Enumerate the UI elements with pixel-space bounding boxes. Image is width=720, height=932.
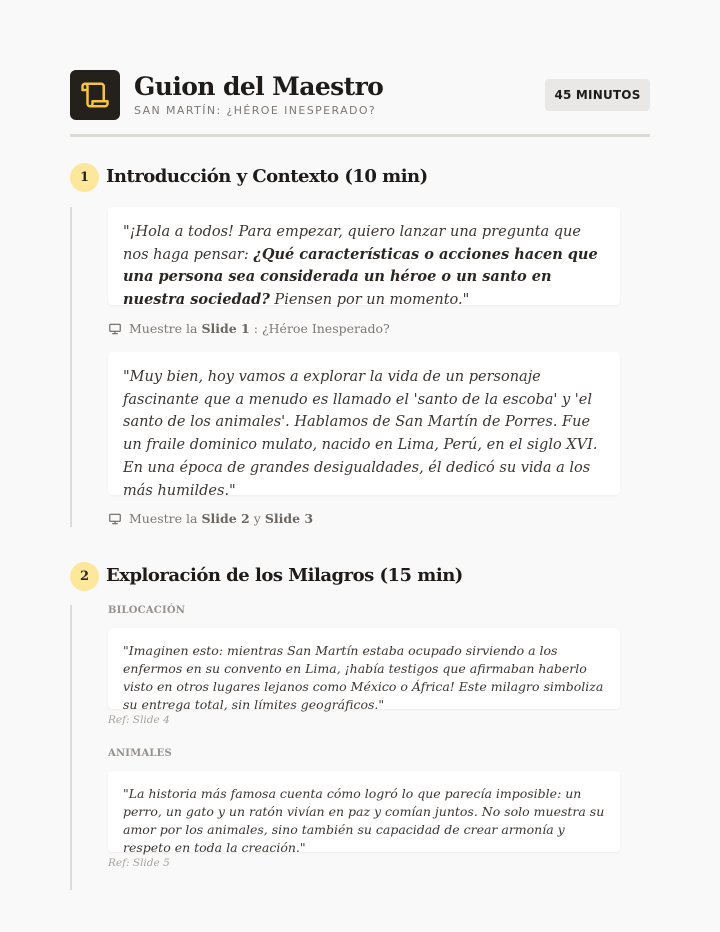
section-title: Exploración de los Milagros (15 min) bbox=[106, 565, 463, 586]
section-introduccion bbox=[70, 163, 650, 526]
script-quote-card bbox=[108, 207, 620, 309]
page-subtitle: SAN MARTÍN: ¿HÉROE INESPERADO? bbox=[134, 104, 377, 117]
slide-ref: Slide 2 bbox=[201, 511, 250, 526]
quote-text: "¡Hola a todos! Para empezar, quiero lanzar una pregunta que nos haga pensar: bbox=[123, 224, 581, 263]
slide-ref-note: Ref: Slide 5 bbox=[108, 857, 170, 869]
section-header bbox=[70, 163, 650, 195]
note-prefix: Muestre la bbox=[129, 511, 198, 526]
note-prefix: Muestre la bbox=[129, 321, 198, 336]
teacher-script-page bbox=[70, 70, 650, 869]
miracle-label: BILOCACIÓN bbox=[108, 605, 186, 616]
miracle-quote-card bbox=[108, 628, 620, 712]
slide-ref: Slide 3 bbox=[264, 511, 314, 526]
quote-text: "La historia más famosa cuenta cómo logró lo que parecía imposible: un perro, un gato y un ratón vivían en paz y comían juntos. No solo muestra su amor por los animales, sino también su capacidad de crear armonía y respeto en toda la creación." bbox=[123, 786, 605, 855]
page-title: Guion del Maestro bbox=[134, 72, 384, 101]
quote-text: "Muy bien, hoy vamos a explorar la vida de un personaje fascinante que a menudo es llamado el 'santo de la escoba' y 'el santo de los animales'. Hablamos de San Martín de Porres. Fue un fraile dominico mulato, nacido en Lima, Perú, en el siglo XVI. En una época de grandes desigualdades, él dedicó su vida a los más humildes." bbox=[123, 369, 598, 499]
quote-text-end: Piensen por un momento." bbox=[269, 292, 470, 309]
scroll-icon bbox=[70, 70, 120, 120]
slide-ref: Slide 1 bbox=[201, 321, 250, 336]
slide-note bbox=[108, 321, 390, 336]
miracle-quote-card bbox=[108, 771, 620, 855]
note-suffix: : ¿Héroe Inesperado? bbox=[253, 321, 390, 336]
note-joiner: y bbox=[253, 511, 261, 526]
section-header bbox=[70, 562, 650, 594]
section-rail bbox=[70, 207, 72, 527]
duration-badge: 45 MINUTOS bbox=[545, 79, 650, 111]
section-rail bbox=[70, 605, 72, 890]
section-title: Introducción y Contexto (10 min) bbox=[106, 166, 428, 187]
slide-note bbox=[108, 511, 317, 526]
miracle-label: ANIMALES bbox=[108, 748, 172, 759]
monitor-icon bbox=[108, 512, 122, 526]
slide-ref-note: Ref: Slide 4 bbox=[108, 714, 170, 726]
quote-text: "Imaginen esto: mientras San Martín estaba ocupado sirviendo a los enfermos en su convento en Lima, ¡había testigos que afirmaban haberlo visto en otros lugares lejanos como México o África! Este milagro simboliza su entrega total, sin límites geográficos." bbox=[123, 643, 604, 712]
section-milagros bbox=[70, 562, 650, 869]
monitor-icon bbox=[108, 322, 122, 336]
script-quote-card bbox=[108, 352, 620, 499]
section-number: 2 bbox=[70, 562, 99, 591]
header bbox=[70, 70, 650, 137]
section-number: 1 bbox=[70, 163, 99, 192]
quote-question: ¿Qué características o acciones hacen que una persona sea considerada un héroe o un santo en nuestra sociedad? bbox=[123, 245, 598, 309]
